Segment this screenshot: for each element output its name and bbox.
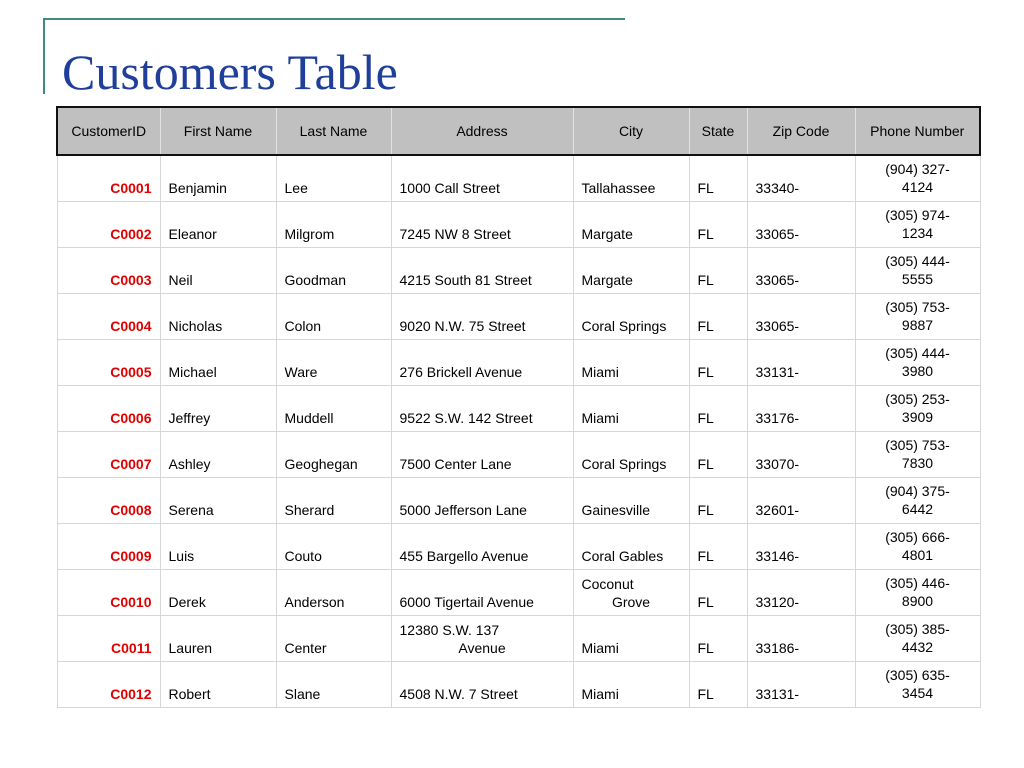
phone-line-1: (305) 635- <box>885 667 950 683</box>
column-header-city: City <box>573 107 689 155</box>
first-name-cell: Serena <box>160 477 276 523</box>
address-cell: 7245 NW 8 Street <box>391 201 573 247</box>
first-name-cell: Robert <box>160 661 276 707</box>
first-name-cell: Eleanor <box>160 201 276 247</box>
phone-line-2: 4124 <box>901 179 934 196</box>
address-line-2: Avenue <box>458 639 506 656</box>
customer-id-cell: C0002 <box>57 201 160 247</box>
phone-number-cell <box>855 247 980 293</box>
table-row <box>57 615 980 661</box>
customer-id-cell: C0005 <box>57 339 160 385</box>
zip-code-cell: 33176- <box>747 385 855 431</box>
last-name-cell: Slane <box>276 661 391 707</box>
phone-number-cell <box>855 339 980 385</box>
state-cell: FL <box>689 477 747 523</box>
last-name-cell: Sherard <box>276 477 391 523</box>
customer-id-cell: C0011 <box>57 615 160 661</box>
phone-line-1: (305) 444- <box>885 253 950 269</box>
phone-line-2: 5555 <box>901 271 934 287</box>
table-row <box>57 339 980 385</box>
last-name-cell: Milgrom <box>276 201 391 247</box>
customer-id-cell: C0012 <box>57 661 160 707</box>
address-cell: 1000 Call Street <box>391 155 573 201</box>
customer-id-cell: C0009 <box>57 523 160 569</box>
phone-number-cell <box>855 201 980 247</box>
city-line-1: Coconut <box>581 575 634 592</box>
state-cell: FL <box>689 293 747 339</box>
phone-number-cell <box>855 431 980 477</box>
column-header-zip-code: Zip Code <box>747 107 855 155</box>
city-cell: Miami <box>573 615 689 661</box>
address-line-1: 12380 S.W. 137 <box>399 621 500 638</box>
phone-line-2: 3454 <box>901 685 934 701</box>
title-accent-vertical-line <box>43 18 45 94</box>
city-cell: Margate <box>573 201 689 247</box>
slide-title: Customers Table <box>62 44 398 100</box>
zip-code-cell: 32601- <box>747 477 855 523</box>
zip-code-cell: 33131- <box>747 339 855 385</box>
state-cell: FL <box>689 385 747 431</box>
city-cell <box>573 569 689 615</box>
table-header-row <box>57 107 980 155</box>
table-row <box>57 201 980 247</box>
zip-code-cell: 33070- <box>747 431 855 477</box>
city-cell: Miami <box>573 661 689 707</box>
address-cell: 4215 South 81 Street <box>391 247 573 293</box>
zip-code-cell: 33340- <box>747 155 855 201</box>
customer-id-cell: C0008 <box>57 477 160 523</box>
state-cell: FL <box>689 569 747 615</box>
phone-line-1: (305) 666- <box>885 529 950 545</box>
address-cell: 7500 Center Lane <box>391 431 573 477</box>
zip-code-cell: 33131- <box>747 661 855 707</box>
last-name-cell: Muddell <box>276 385 391 431</box>
phone-line-1: (904) 375- <box>885 483 950 499</box>
table-row <box>57 431 980 477</box>
column-header-first-name: First Name <box>160 107 276 155</box>
phone-line-1: (904) 327- <box>885 161 950 178</box>
state-cell: FL <box>689 523 747 569</box>
phone-number-cell <box>855 385 980 431</box>
first-name-cell: Neil <box>160 247 276 293</box>
phone-number-cell <box>855 293 980 339</box>
customers-table <box>56 106 981 708</box>
customer-id-cell: C0001 <box>57 155 160 201</box>
state-cell: FL <box>689 661 747 707</box>
last-name-cell: Geoghegan <box>276 431 391 477</box>
phone-number-cell <box>855 523 980 569</box>
city-cell: Tallahassee <box>573 155 689 201</box>
table-row <box>57 523 980 569</box>
last-name-cell: Anderson <box>276 569 391 615</box>
first-name-cell: Ashley <box>160 431 276 477</box>
phone-line-2: 7830 <box>901 455 934 471</box>
zip-code-cell: 33065- <box>747 201 855 247</box>
phone-number-cell <box>855 615 980 661</box>
last-name-cell: Ware <box>276 339 391 385</box>
phone-number-cell <box>855 477 980 523</box>
title-accent-horizontal-line <box>43 18 625 20</box>
table-row <box>57 293 980 339</box>
phone-line-1: (305) 444- <box>885 345 950 361</box>
city-cell: Coral Springs <box>573 431 689 477</box>
phone-number-cell <box>855 155 980 201</box>
city-cell: Coral Springs <box>573 293 689 339</box>
address-cell: 5000 Jefferson Lane <box>391 477 573 523</box>
customer-id-cell: C0010 <box>57 569 160 615</box>
phone-line-1: (305) 753- <box>885 437 950 453</box>
phone-line-2: 8900 <box>901 593 934 609</box>
address-cell <box>391 615 573 661</box>
phone-line-2: 3909 <box>901 409 934 425</box>
address-cell: 9020 N.W. 75 Street <box>391 293 573 339</box>
table-row <box>57 661 980 707</box>
customer-id-cell: C0007 <box>57 431 160 477</box>
first-name-cell: Benjamin <box>160 155 276 201</box>
zip-code-cell: 33065- <box>747 293 855 339</box>
last-name-cell: Goodman <box>276 247 391 293</box>
customer-id-cell: C0003 <box>57 247 160 293</box>
last-name-cell: Center <box>276 615 391 661</box>
phone-line-2: 6442 <box>901 501 934 517</box>
phone-line-1: (305) 253- <box>885 391 950 407</box>
phone-line-2: 4801 <box>901 547 934 563</box>
last-name-cell: Lee <box>276 155 391 201</box>
address-cell: 276 Brickell Avenue <box>391 339 573 385</box>
phone-line-2: 3980 <box>901 363 934 379</box>
city-cell: Miami <box>573 339 689 385</box>
city-line-2: Grove <box>611 593 651 610</box>
city-cell: Coral Gables <box>573 523 689 569</box>
city-cell: Margate <box>573 247 689 293</box>
address-cell: 455 Bargello Avenue <box>391 523 573 569</box>
state-cell: FL <box>689 339 747 385</box>
address-cell: 9522 S.W. 142 Street <box>391 385 573 431</box>
state-cell: FL <box>689 155 747 201</box>
phone-line-2: 4432 <box>901 639 934 655</box>
table-row <box>57 247 980 293</box>
first-name-cell: Nicholas <box>160 293 276 339</box>
column-header-state: State <box>689 107 747 155</box>
zip-code-cell: 33186- <box>747 615 855 661</box>
column-header-address: Address <box>391 107 573 155</box>
first-name-cell: Luis <box>160 523 276 569</box>
last-name-cell: Couto <box>276 523 391 569</box>
last-name-cell: Colon <box>276 293 391 339</box>
state-cell: FL <box>689 247 747 293</box>
customer-id-cell: C0004 <box>57 293 160 339</box>
table-row <box>57 155 980 201</box>
zip-code-cell: 33146- <box>747 523 855 569</box>
phone-line-2: 9887 <box>901 317 934 333</box>
phone-line-1: (305) 385- <box>885 621 950 637</box>
phone-number-cell <box>855 569 980 615</box>
city-cell: Miami <box>573 385 689 431</box>
first-name-cell: Michael <box>160 339 276 385</box>
phone-line-1: (305) 974- <box>885 207 950 223</box>
state-cell: FL <box>689 201 747 247</box>
table-row <box>57 569 980 615</box>
column-header-phone-number: Phone Number <box>855 107 980 155</box>
zip-code-cell: 33120- <box>747 569 855 615</box>
first-name-cell: Lauren <box>160 615 276 661</box>
zip-code-cell: 33065- <box>747 247 855 293</box>
address-cell: 4508 N.W. 7 Street <box>391 661 573 707</box>
city-cell: Gainesville <box>573 477 689 523</box>
phone-line-2: 1234 <box>901 225 934 241</box>
state-cell: FL <box>689 615 747 661</box>
table-row <box>57 477 980 523</box>
phone-line-1: (305) 446- <box>885 575 950 591</box>
first-name-cell: Jeffrey <box>160 385 276 431</box>
phone-number-cell <box>855 661 980 707</box>
table-row <box>57 385 980 431</box>
state-cell: FL <box>689 431 747 477</box>
column-header-last-name: Last Name <box>276 107 391 155</box>
address-cell: 6000 Tigertail Avenue <box>391 569 573 615</box>
phone-line-1: (305) 753- <box>885 299 950 315</box>
first-name-cell: Derek <box>160 569 276 615</box>
column-header-customer-id: CustomerID <box>57 107 160 155</box>
customer-id-cell: C0006 <box>57 385 160 431</box>
